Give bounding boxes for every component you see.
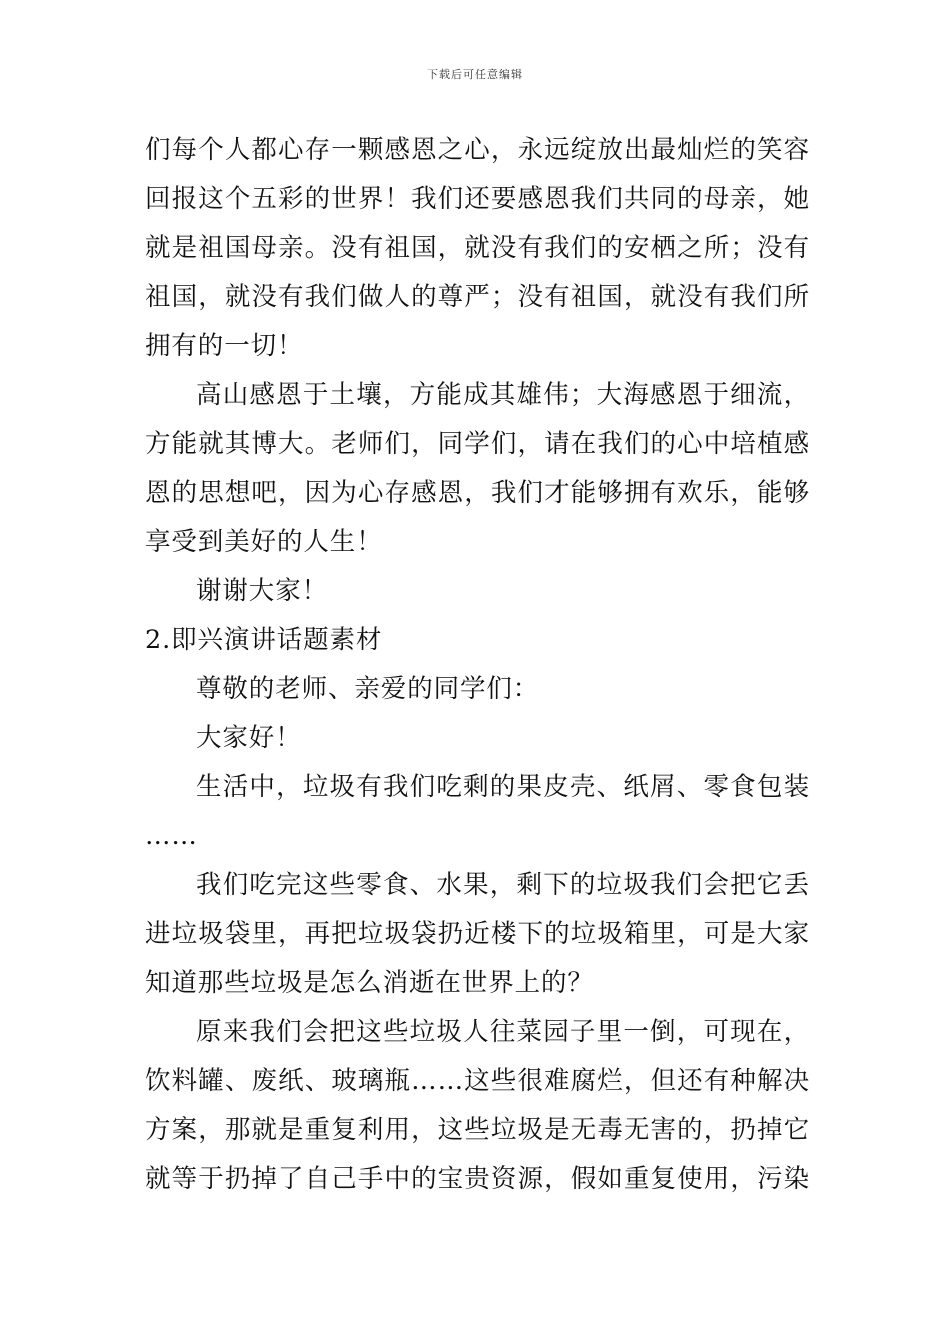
paragraph-start-line: 生活中，垃圾有我们吃剩的果皮壳、纸屑、零食包装 [196,772,810,802]
paragraph-start-line: 我们吃完这些零食、水果，剩下的垃圾我们会把它丢 [196,870,810,900]
text-line: 进垃圾袋里，再把垃圾袋扔近楼下的垃圾箱里，可是大家 [145,919,810,949]
text-line: 恩的思想吧，因为心存感恩，我们才能够拥有欢乐，能够 [145,478,810,508]
text-line: 享受到美好的人生！ [145,527,383,557]
paragraph-start-line: 原来我们会把这些垃圾人往菜园子里一倒，可现在， [196,1017,810,1047]
text-line: 就等于扔掉了自己手中的宝贵资源，假如重复使用，污染 [145,1164,810,1194]
page-header: 下载后可任意编辑 [427,68,523,81]
salutation-line: 尊敬的老师、亲爱的同学们： [196,674,540,704]
paragraph-start-line: 谢谢大家！ [196,576,329,606]
text-line: 们每个人都心存一颗感恩之心，永远绽放出最灿烂的笑容 [145,135,810,165]
text-line: 方案，那就是重复利用，这些垃圾是无毒无害的，扔掉它 [145,1115,810,1145]
greeting-line: 大家好！ [196,723,302,753]
text-line: 祖国，就没有我们做人的尊严；没有祖国，就没有我们所 [145,282,810,312]
text-line: …… [145,821,198,851]
text-line: 知道那些垃圾是怎么消逝在世界上的？ [145,968,594,998]
text-line: 方能就其博大。老师们，同学们，请在我们的心中培植感 [145,429,810,459]
paragraph-start-line: 高山感恩于土壤，方能成其雄伟；大海感恩于细流， [196,380,810,410]
text-line: 就是祖国母亲。没有祖国，就没有我们的安栖之所；没有 [145,233,810,263]
document-body [145,126,810,1204]
text-line: 饮料罐、废纸、玻璃瓶……这些很难腐烂，但还有种解决 [145,1066,810,1096]
section-heading: 2.即兴演讲话题素材 [145,625,383,655]
text-line: 拥有的一切！ [145,331,304,361]
text-line: 回报这个五彩的世界！我们还要感恩我们共同的母亲，她 [145,184,810,214]
